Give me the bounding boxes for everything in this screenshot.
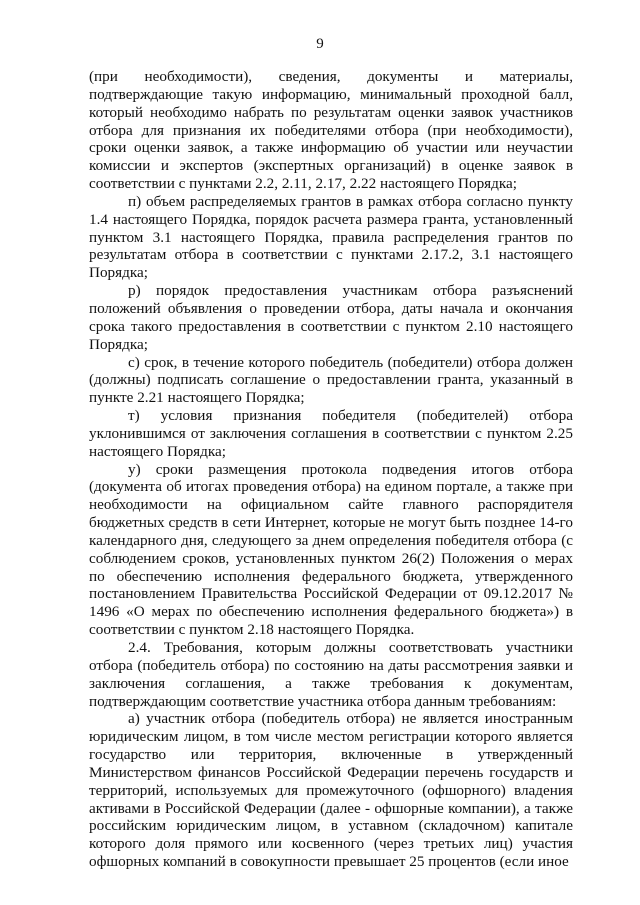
paragraph-item-p: п) объем распределяемых грантов в рамках отбора согласно пункту 1.4 настоящего Порядка, порядок расчета размера гранта, установленный пунктом 3.1 настоящего Порядка, правила распределения грантов по результатам отбора в соответствии с пунктами 2.17.2, 3.1 настоящего Порядка;: [89, 192, 573, 282]
paragraph-section-2-4: 2.4. Требования, которым должны соответствовать участники отбора (победитель отбора) по состоянию на даты рассмотрения заявки и заключения соглашения, а также требования к документам, подтверждающим соответствие участника отбора данным требованиям:: [89, 639, 573, 710]
paragraph-item-u: у) сроки размещения протокола подведения итогов отбора (документа об итогах проведения отбора) на едином портале, а также при необходимости на официальном сайте главного распорядителя бюджетных средств в сети Интернет, которые не могут быть позднее 14-го календарного дня, следующего за днем определения победителя отбора (с соблюдением сроков, установленных пунктом 26(2) Положения о мерах по обеспечению исполнения федерального бюджета, утвержденного постановлением Правительства Российской Федерации от 09.12.2017 № 1496 «О мерах по обеспечению исполнения федерального бюджета») в соответствии с пунктом 2.18 настоящего Порядка.: [89, 460, 573, 639]
body-text: [89, 68, 573, 871]
page-number: 9: [316, 36, 324, 52]
paragraph-item-a: а) участник отбора (победитель отбора) не является иностранным юридическим лицом, в том числе местом регистрации которого является государство или территория, включенные в утвержденный Министерством финансов Российской Федерации перечень государств и территорий, используемых для промежуточного (офшорного) владения активами в Российской Федерации (далее - офшорные компании), а также российским юридическим лицом, в уставном (складочном) капитале которого доля прямого или косвенного (через третьих лиц) участия офшорных компаний в совокупности превышает 25 процентов (если иное: [89, 710, 573, 871]
paragraph-item-r: р) порядок предоставления участникам отбора разъяснений положений объявления о проведении отбора, даты начала и окончания срока такого предоставления в соответствии с пунктом 2.10 настоящего Порядка;: [89, 282, 573, 353]
paragraph-continuation: (при необходимости), сведения, документы и материалы, подтверждающие такую информацию, минимальный проходной балл, который необходимо набрать по результатам оценки заявок участников отбора для признания их победителями отбора (при необходимости), сроки оценки заявок, а также информацию об участии или неучастии комиссии и экспертов (экспертных организаций) в оценке заявок в соответствии с пунктами 2.2, 2.11, 2.17, 2.22 настоящего Порядка;: [89, 68, 573, 193]
paragraph-item-s: с) срок, в течение которого победитель (победители) отбора должен (должны) подписать соглашение о предоставлении гранта, указанный в пункте 2.21 настоящего Порядка;: [89, 353, 573, 407]
paragraph-item-t: т) условия признания победителя (победителей) отбора уклонившимся от заключения соглашения в соответствии с пунктом 2.25 настоящего Порядка;: [89, 407, 573, 460]
